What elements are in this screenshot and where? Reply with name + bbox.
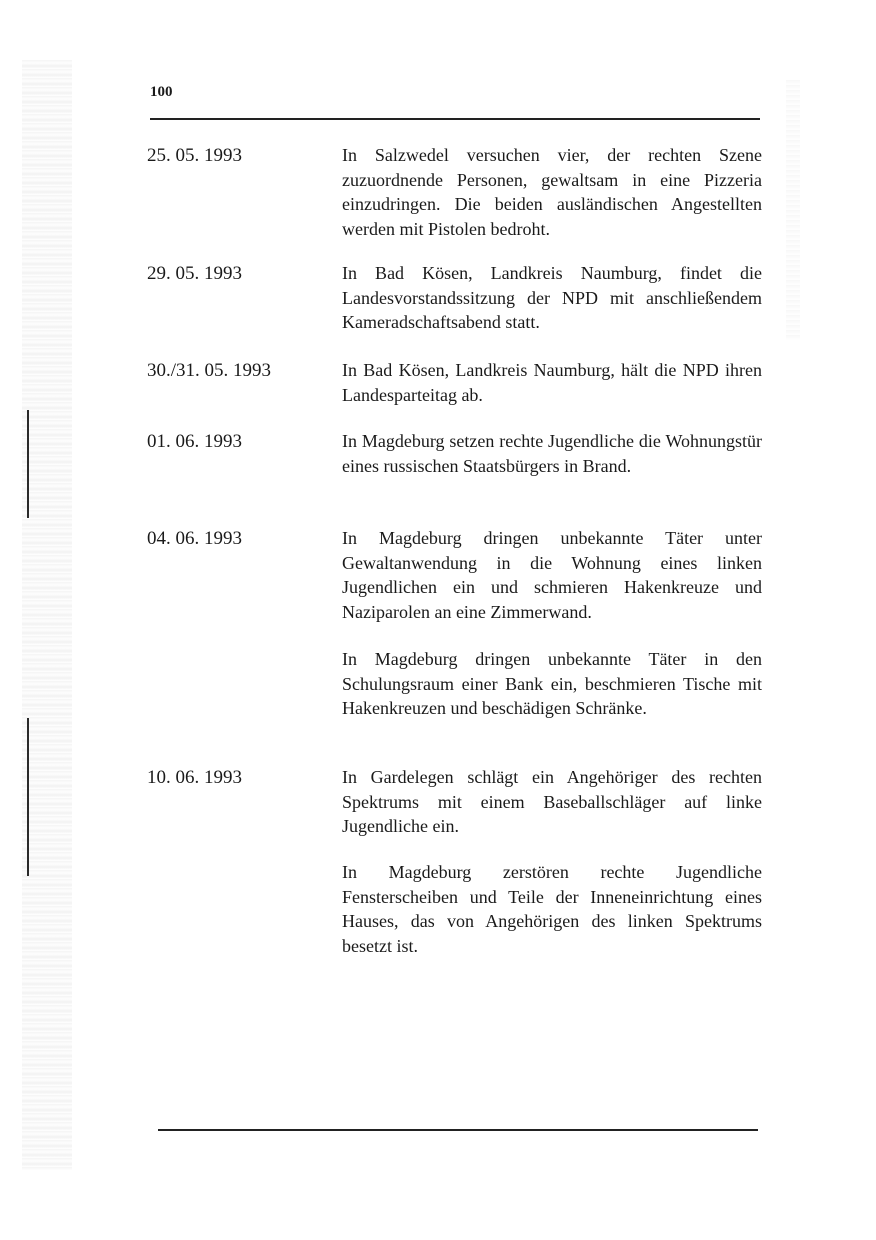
page-number: 100	[150, 84, 173, 100]
header-rule	[150, 118, 760, 120]
footer-rule	[158, 1129, 758, 1131]
entry-text: In Salzwedel versuchen vier, der rechten Szene zuzuordnende Personen, gewaltsam in eine Pizzeria einzudringen. Die beiden ausländischen Angestellten werden mit Pistolen bedroht.	[342, 145, 762, 239]
entry-date: 25. 05. 1993	[147, 145, 242, 166]
entry-text: In Magdeburg dringen unbekannte Täter in den Schulungsraum einer Bank ein, beschmieren Tische mit Hakenkreuzen und beschädigen Schränke.	[342, 649, 762, 718]
entry-date: 01. 06. 1993	[147, 431, 242, 452]
entry-text: In Bad Kösen, Landkreis Naumburg, hält die NPD ihren Landesparteitag ab.	[342, 360, 762, 405]
entry-date: 30./31. 05. 1993	[147, 360, 272, 381]
entry-date: 29. 05. 1993	[147, 263, 242, 284]
margin-bar	[27, 410, 29, 518]
entry-date: 04. 06. 1993	[147, 528, 242, 549]
scan-edge-artifact-right	[786, 80, 800, 340]
entry-text: In Magdeburg dringen unbekannte Täter unter Gewaltanwendung in die Wohnung eines linken Jugendlichen ein und schmieren Hakenkreuze und Naziparolen an eine Zimmerwand.	[342, 528, 762, 622]
entry-text: In Magdeburg setzen rechte Jugendliche die Wohnungstür eines russischen Staatsbürgers in Brand.	[342, 431, 762, 476]
entry-date: 10. 06. 1993	[147, 767, 242, 788]
margin-bar	[27, 718, 29, 876]
entry-text: In Magdeburg zerstören rechte Jugendliche Fensterscheiben und Teile der Inneneinrichtung eines Hauses, das von Angehörigen des linken Spektrums besetzt ist.	[342, 862, 762, 956]
entry-text: In Gardelegen schlägt ein Angehöriger des rechten Spektrums mit einem Baseballschläger auf linke Jugendliche ein.	[342, 767, 762, 836]
scan-edge-artifact	[22, 60, 72, 1170]
entry-text: In Bad Kösen, Landkreis Naumburg, findet die Landesvorstandssitzung der NPD mit anschließendem Kameradschaftsabend statt.	[342, 263, 762, 332]
